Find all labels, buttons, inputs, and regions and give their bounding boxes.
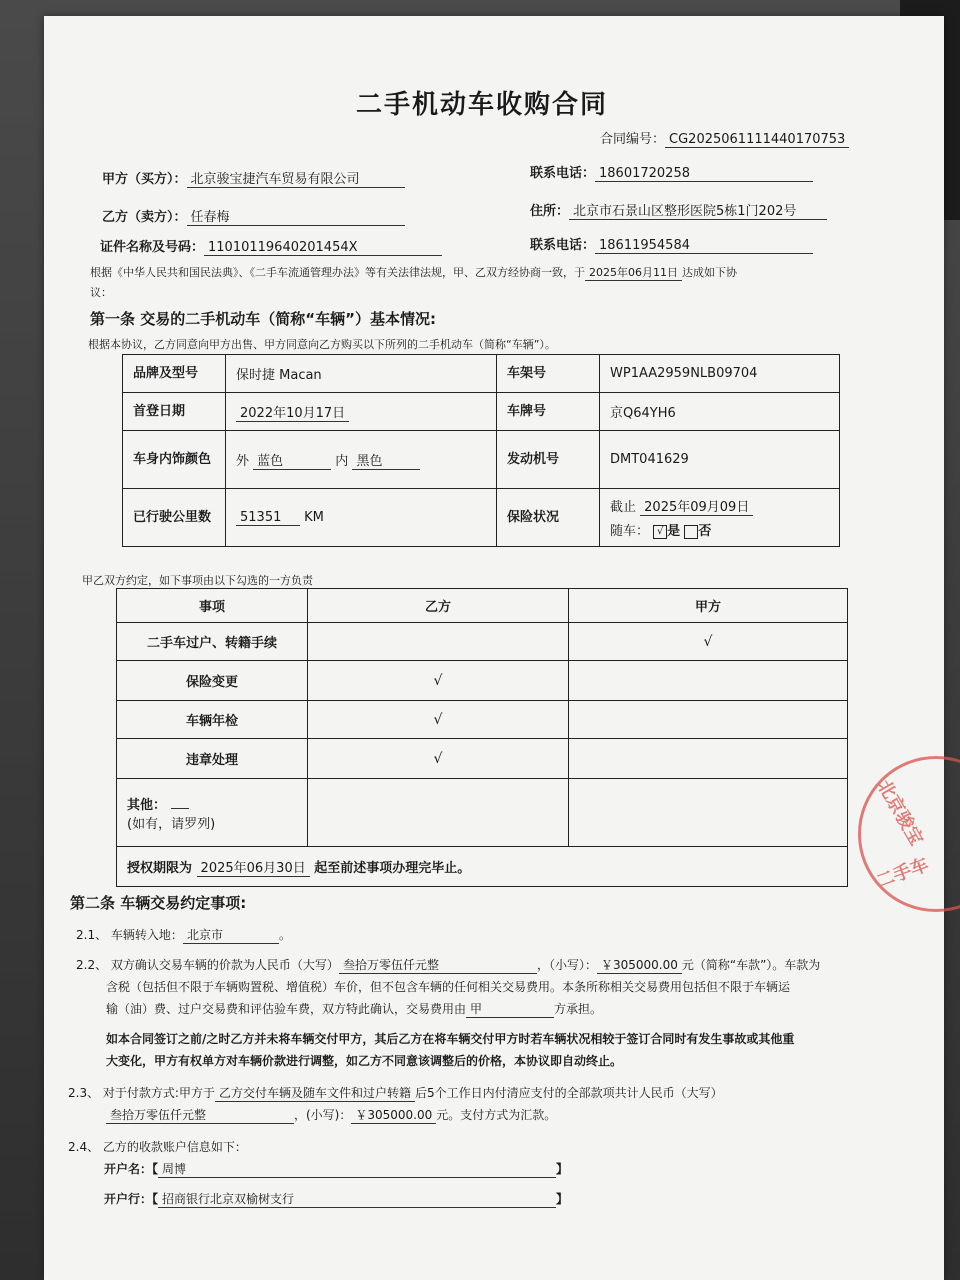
- interior-color: 黑色: [352, 450, 420, 470]
- article-2-title: 第二条 车辆交易约定事项:: [70, 894, 247, 912]
- insurance-date: 2025年09月09日: [640, 496, 753, 516]
- vehicle-mileage: 51351 KM: [226, 489, 497, 547]
- intro-line-1: 根据《中华人民共和国民法典》、《二手车流通管理办法》等有关法律法规，甲、乙双方经协商一致，于 2025年06月11日 达成如下协: [90, 266, 737, 279]
- party-a-phone: 18601720258: [595, 166, 813, 182]
- contract-no-row: 合同编号： CG2025061111440170753: [600, 128, 849, 148]
- vehicle-brand: 保时捷 Macan: [226, 355, 497, 393]
- adjustment-clause-line-1: 如本合同签订之前/之时乙方并未将车辆交付甲方，其后乙方在将车辆交付甲方时若车辆状况相较于签订合同时有发生事故或其他重: [106, 1032, 795, 1046]
- vehicle-reg-date: 2022年10月17日: [226, 393, 497, 431]
- fee-payer: 甲: [466, 1000, 554, 1018]
- clause-2-4: 2.4、 乙方的收款账户信息如下：: [68, 1140, 247, 1154]
- table-row: 车辆年检 √: [117, 701, 848, 739]
- authorization-period: 授权期限为 2025年06月30日 起至前述事项办理完毕止。: [117, 847, 848, 887]
- intro-date: 2025年06月11日: [585, 264, 682, 281]
- clause-2-1: 2.1、 车辆转入地： 北京市 。: [76, 928, 291, 942]
- contract-page: [44, 16, 944, 1280]
- contract-no: CG2025061111440170753: [665, 132, 849, 148]
- responsibility-intro: 甲乙双方约定，如下事项由以下勾选的一方负责: [82, 574, 313, 587]
- table-row: 保险变更 √: [117, 661, 848, 701]
- party-a-name: 北京骏宝捷汽车贸易有限公司: [187, 168, 405, 188]
- vehicle-insurance: 截止 2025年09月09日 随车： √ 是 否: [600, 489, 840, 547]
- insurance-no-checkbox: [684, 525, 698, 539]
- insurance-yes-checkbox: √: [653, 525, 667, 539]
- responsibility-table: 事项 乙方 甲方 二手车过户、转籍手续 √ 保险变更 √ 车辆年检 √ 违章处理 √ 其他： (如有，请罗列) 授权期限为 2025年06月30日 起至前述事项办理完毕止。: [116, 588, 848, 887]
- account-name-row: 开户名：【 周博 】: [104, 1162, 569, 1176]
- party-b-name: 任春梅: [187, 206, 405, 226]
- id-number: 11010119640201454X: [204, 240, 442, 256]
- vehicle-engine: DMT041629: [600, 431, 840, 489]
- vehicle-table: 品牌及型号 保时捷 Macan 车架号 WP1AA2959NLB09704 首登日期 2022年10月17日 车牌号 京Q64YH6 车身内饰颜色 外 蓝色 内 黑色 发动机号 DMT041629 已行驶公里数 51351 KM 保险状况 截止 2025年09月09日 随车： √ 是 否: [122, 354, 840, 547]
- id-row: 证件名称及号码： 11010119640201454X: [100, 236, 442, 256]
- table-row: 二手车过户、转籍手续 √: [117, 623, 848, 661]
- payment-upper: 叁拾万零伍仟元整: [106, 1106, 294, 1124]
- vehicle-vin: WP1AA2959NLB09704: [600, 355, 840, 393]
- clause-2-3-line-2: 叁拾万零伍仟元整 ，(小写)： ￥305000.00 元。支付方式为汇款。: [106, 1106, 556, 1124]
- party-b-address: 北京市石景山区整形医院5栋1门202号: [569, 200, 827, 220]
- payment-condition: 乙方交付车辆及随车文件和过户转籍: [215, 1084, 415, 1102]
- table-row: 其他： (如有，请罗列): [117, 779, 848, 847]
- clause-2-2-line-1: 2.2、 双方确认交易车辆的价款为人民币（大写） 叁拾万零伍仟元整 ，（小写）： ￥305000.00 元（简称“车款”）。车款为: [76, 958, 821, 972]
- price-lower: ￥305000.00: [597, 956, 682, 974]
- adjustment-clause-line-2: 大变化，甲方有权单方对车辆价款进行调整，如乙方不同意该调整后的价格，本协议即自动终止。: [106, 1054, 623, 1068]
- page-title: 二手机动车收购合同: [356, 90, 609, 120]
- article-1-text: 根据本协议，乙方同意向甲方出售、甲方同意向乙方购买以下所列的二手机动车（简称“车辆”）。: [88, 338, 556, 351]
- payment-lower: ￥305000.00: [351, 1106, 436, 1124]
- party-b-row: 乙方（卖方）： 任春梅: [102, 206, 405, 226]
- account-name: 周博: [158, 1160, 556, 1178]
- article-1-title: 第一条 交易的二手机动车（简称“车辆”）基本情况:: [90, 310, 436, 328]
- clause-2-2-line-2: 含税（包括但不限于车辆购置税、增值税）车价，但不包含车辆的任何相关交易费用。本条所称相关交易费用包括但不限于车辆运: [106, 980, 791, 994]
- account-bank-row: 开户行：【 招商银行北京双榆树支行 】: [104, 1192, 569, 1206]
- price-upper: 叁拾万零伍仟元整: [339, 956, 537, 974]
- transfer-city: 北京市: [183, 926, 279, 944]
- exterior-color: 蓝色: [253, 450, 331, 470]
- auth-date: 2025年06月30日: [197, 857, 310, 877]
- account-bank: 招商银行北京双榆树支行: [158, 1190, 556, 1208]
- party-a-phone-row: 联系电话： 18601720258: [530, 162, 813, 182]
- party-a-row: 甲方（买方）： 北京骏宝捷汽车贸易有限公司: [102, 168, 405, 188]
- party-b-address-row: 住所： 北京市石景山区整形医院5栋1门202号: [530, 200, 827, 220]
- company-seal: 北京骏宝 二手车: [858, 756, 960, 912]
- intro-line-2: 议：: [90, 286, 112, 299]
- clause-2-2-line-3: 输（油）费、过户交易费和评估验车费，双方特此确认，交易费用由 甲 方承担。: [106, 1002, 603, 1016]
- vehicle-plate: 京Q64YH6: [600, 393, 840, 431]
- table-row: 违章处理 √: [117, 739, 848, 779]
- party-b-phone: 18611954584: [595, 238, 813, 254]
- vehicle-color: 外 蓝色 内 黑色: [226, 431, 497, 489]
- clause-2-3-line-1: 2.3、 对于付款方式:甲方于 乙方交付车辆及随车文件和过户转籍 后5个工作日内付清应支付的全部款项共计人民币（大写）: [68, 1086, 723, 1100]
- party-b-phone-row: 联系电话： 18611954584: [530, 234, 813, 254]
